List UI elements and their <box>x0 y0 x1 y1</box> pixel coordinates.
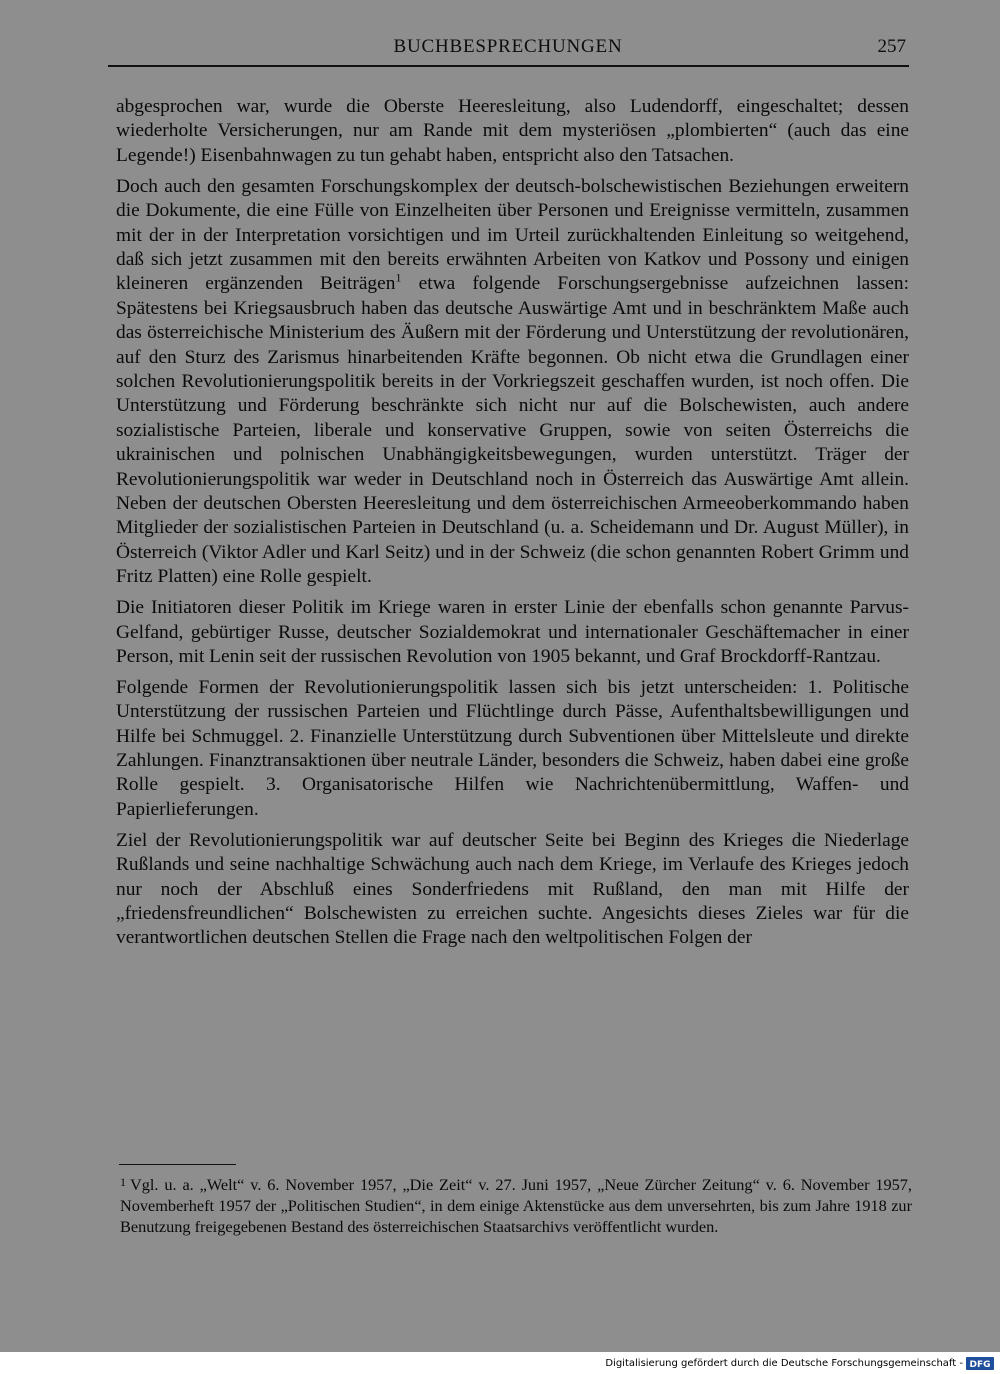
running-title: BUCHBESPRECHUNGEN <box>393 36 623 57</box>
svg-text:DFG: DFG <box>969 1359 991 1370</box>
paragraph-4: Folgende Formen der Revolutionierungspolitik lassen sich bis jetzt unterscheiden: 1. Politische Unterstützung der russischen Parteien und Flüchtlinge durch Pässe, Aufenthaltsbewilligungen und Hilfe bei Schmuggel. 2. Finanzielle Unterstützung durch Subventionen über Mittelsleute und direkte Zahlungen. Finanztransaktionen über neutrale Länder, besonders die Schweiz, haben dabei eine große Rolle gespielt. 3. Organisatorische Hilfen wie Nachrichtenübermittlung, Waffen- und Papierlieferungen. <box>116 676 909 820</box>
paragraph-2 <box>116 175 909 590</box>
footnote-text: Vgl. u. a. „Welt“ v. 6. November 1957, „Die Zeit“ v. 27. Juni 1957, „Neue Zürcher Zeitung“ v. 6. November 1957, Novemberheft 1957 der „Politischen Studien“, in dem einige Aktenstücke aus dem unversehrten, bis zum Jahre 1918 zur Benutzung freigegebenen Bestand des österreichischen Staatsarchivs veröffentlicht wurden. <box>120 1175 912 1236</box>
paragraph-2-part-1: Doch auch den gesamten Forschungskomplex der deutsch-bolschewistischen Beziehungen erweitern die Dokumente, die eine Fülle von Einzelheiten über Personen und Ereignisse vermitteln, zusammen mit der in der Interpretation vorsichtigen und im Urteil zurückhaltenden Einleitung so weitgehend, daß sich jetzt zusammen mit den bereits erwähnten Arbeiten von Katkov und Possony und einigen kleineren ergänzenden Beiträgen <box>116 175 909 295</box>
running-head <box>108 36 908 62</box>
paragraph-3: Die Initiatoren dieser Politik im Kriege waren in erster Linie der ebenfalls schon genannte Parvus-Gelfand, gebürtiger Russe, deutscher Sozialdemokrat und internationaler Geschäftemacher in einer Person, mit Lenin seit der russischen Revolution von 1905 bekannt, und Graf Brockdorff-Rantzau. <box>116 597 909 667</box>
footnote <box>120 1172 912 1237</box>
paragraph-5: Ziel der Revolutionierungspolitik war auf deutscher Seite bei Beginn des Krieges die Niederlage Rußlands und seine nachhaltige Schwächung auch nach dem Kriege, im Verlaufe des Krieges jedoch nur noch der Abschluß eines Sonderfriedens mit Rußland, den man mit Hilfe der „friedensfreundlichen“ Bolschewisten zu erreichen suchte. Angesichts dieses Zieles war für die verantwortlichen deutschen Stellen die Frage nach den weltpolitischen Folgen der <box>116 829 909 949</box>
footnote-rule <box>119 1164 236 1165</box>
dfg-logo-icon <box>966 1357 994 1370</box>
body-text <box>116 95 909 957</box>
paragraph-1: abgesprochen war, wurde die Oberste Heeresleitung, also Ludendorff, eingeschaltet; dessen wiederholte Versicherungen, nur am Rande mit dem mysteriösen „plombierten“ (auch das eine Legende!) Eisenbahnwagen zu tun gehabt haben, entspricht also den Tatsachen. <box>116 96 909 166</box>
funding-credit <box>605 1355 994 1371</box>
paragraph-2-part-2: etwa folgende Forschungsergebnisse aufzeichnen lassen: Spätestens bei Kriegsausbruch haben das deutsche Auswärtige Amt und in beschränktem Maße auch das österreichische Ministerium des Äußern mit der Förderung und Unterstützung der revolutionären, auf den Sturz des Zarismus hinarbeitenden Kräfte begonnen. Ob nicht etwa die Grundlagen einer solchen Revolutionierungspolitik bereits in der Vorkriegszeit geschaffen wurden, ist noch offen. Die Unterstützung und Förderung beschränkte sich nicht nur auf die Bolschewisten, auch andere sozialistische Parteien, liberale und konservative Gruppen, sowie von seiten Österreichs die ukrainischen und polnischen Unabhängigkeitsbewegungen, wurden unterstützt. Träger der Revolutionierungspolitik war weder in Deutschland noch in Österreich das Auswärtige Amt allein. Neben der deutschen Obersten Heeresleitung und dem österreichischen Armeeoberkommando haben Mitglieder der sozialistischen Parteien in Deutschland (u. a. Scheidemann und Dr. August Müller), in Österreich (Viktor Adler und Karl Seitz) und in der Schweiz (die schon genannten Robert Grimm und Fritz Platten) eine Rolle gespielt. <box>116 273 909 588</box>
header-rule <box>108 65 909 67</box>
footnote-marker: 1 <box>120 1175 126 1189</box>
funding-text: Digitalisierung gefördert durch die Deutsche Forschungsgemeinschaft - <box>605 1357 963 1369</box>
footnote-reference: 1 <box>395 270 402 285</box>
page-number: 257 <box>877 36 906 57</box>
